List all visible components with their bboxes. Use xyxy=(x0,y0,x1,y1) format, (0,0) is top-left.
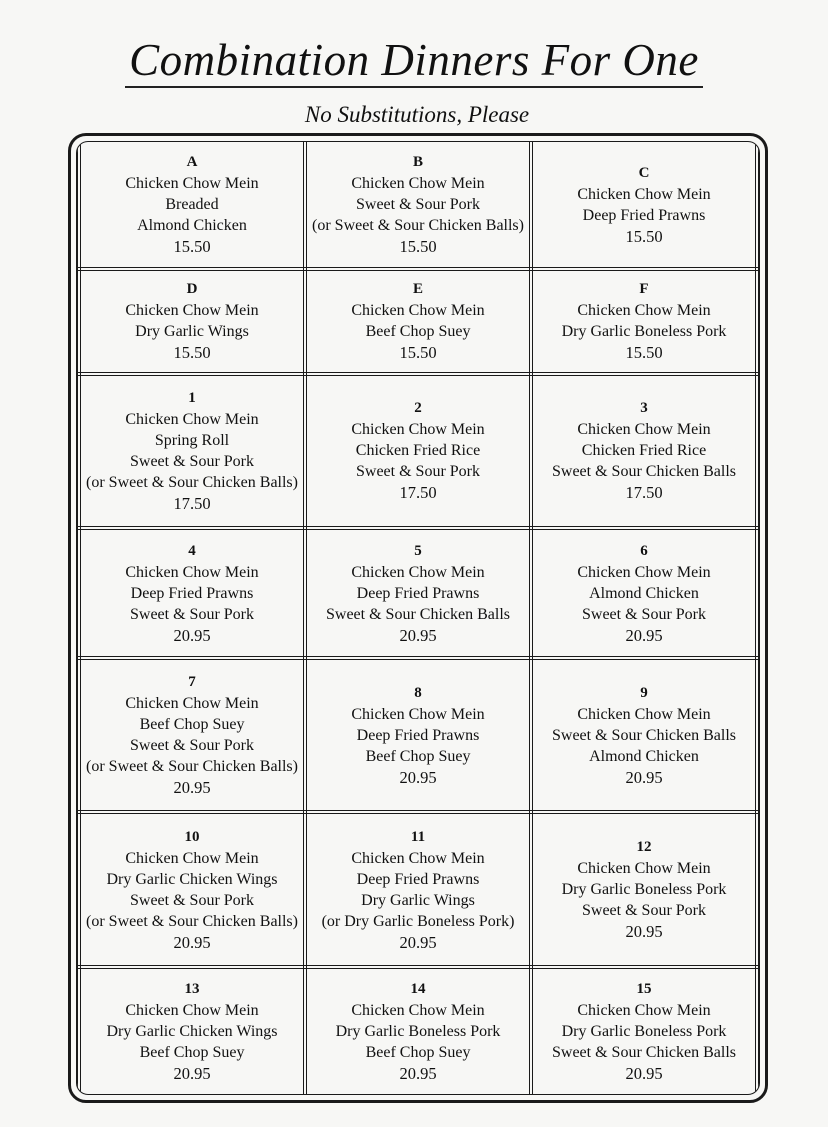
combination-cell xyxy=(305,528,531,658)
combination-item: Deep Fried Prawns xyxy=(130,584,254,602)
combination-cell xyxy=(79,269,305,374)
combination-item: Sweet & Sour Chicken Balls xyxy=(552,463,736,481)
combination-item: Chicken Chow Mein xyxy=(577,860,711,878)
combination-price: 17.50 xyxy=(625,483,663,503)
combination-item: Chicken Chow Mein xyxy=(351,421,485,439)
combination-cell xyxy=(79,658,305,813)
combination-cell xyxy=(79,374,305,529)
combination-item: Beef Chop Suey xyxy=(365,1043,471,1061)
combination-price: 15.50 xyxy=(173,237,211,257)
combination-cell xyxy=(531,812,757,967)
combination-code: C xyxy=(638,164,650,181)
combination-price: 15.50 xyxy=(625,226,663,246)
combination-code: 7 xyxy=(188,674,196,691)
combination-item: Deep Fried Prawns xyxy=(356,870,480,888)
menu-row xyxy=(79,967,757,1094)
combination-item: (or Sweet & Sour Chicken Balls) xyxy=(86,758,298,776)
combination-price: 20.95 xyxy=(399,1063,437,1083)
combination-item: (or Dry Garlic Boneless Pork) xyxy=(321,912,515,930)
combination-code: 5 xyxy=(414,542,422,559)
combination-cell xyxy=(305,269,531,374)
combination-item: Spring Roll xyxy=(154,431,230,449)
combination-item: Sweet & Sour Pork xyxy=(130,605,254,623)
combination-cell xyxy=(305,658,531,813)
combination-cell xyxy=(531,142,757,269)
combination-item: Dry Garlic Boneless Pork xyxy=(561,881,727,899)
combination-code: 14 xyxy=(410,980,426,997)
combination-cell xyxy=(531,528,757,658)
combination-item: Almond Chicken xyxy=(589,747,699,765)
combination-item: Dry Garlic Boneless Pork xyxy=(561,323,727,341)
menu-subtitle: No Substitutions, Please xyxy=(304,102,530,127)
combination-code: 2 xyxy=(414,400,422,417)
combination-item: Dry Garlic Wings xyxy=(135,323,249,341)
combination-item: Sweet & Sour Chicken Balls xyxy=(552,1043,736,1061)
combination-cell xyxy=(305,967,531,1094)
combination-item: Chicken Chow Mein xyxy=(125,1001,259,1019)
combination-code: B xyxy=(412,154,423,171)
combination-cell xyxy=(531,967,757,1094)
combination-item: Chicken Fried Rice xyxy=(355,442,481,460)
combination-price: 17.50 xyxy=(173,493,211,513)
menu-title-wrap xyxy=(0,34,828,88)
combination-code: E xyxy=(412,281,423,298)
combination-code: 6 xyxy=(640,542,648,559)
combination-price: 17.50 xyxy=(399,483,437,503)
combination-price: 15.50 xyxy=(173,343,211,363)
combination-item: Almond Chicken xyxy=(589,584,699,602)
combination-price: 20.95 xyxy=(399,625,437,645)
combination-item: Breaded xyxy=(165,196,219,214)
menu-row xyxy=(79,658,757,813)
combination-price: 20.95 xyxy=(173,778,211,798)
combination-item: Sweet & Sour Pork xyxy=(130,891,254,909)
menu-row xyxy=(79,269,757,374)
combination-item: Chicken Chow Mein xyxy=(125,175,259,193)
combination-item: Beef Chop Suey xyxy=(139,716,245,734)
combination-price: 20.95 xyxy=(399,932,437,952)
combination-code: 11 xyxy=(410,828,426,845)
combination-item: Sweet & Sour Pork xyxy=(130,452,254,470)
combination-item: Almond Chicken xyxy=(137,217,247,235)
combination-item: Chicken Chow Mein xyxy=(351,1001,485,1019)
combination-code: 1 xyxy=(188,389,196,406)
combination-item: Sweet & Sour Pork xyxy=(356,463,480,481)
menu-frame xyxy=(68,133,768,1103)
combination-code: 4 xyxy=(188,542,196,559)
combination-item: Chicken Chow Mein xyxy=(577,563,711,581)
combination-code: F xyxy=(639,281,649,298)
combination-item: Beef Chop Suey xyxy=(365,747,471,765)
combination-item: Chicken Chow Mein xyxy=(125,302,259,320)
combination-price: 20.95 xyxy=(625,625,663,645)
combination-item: Dry Garlic Boneless Pork xyxy=(335,1022,501,1040)
combination-code: 10 xyxy=(184,828,200,845)
combination-code: 8 xyxy=(414,684,422,701)
combination-cell xyxy=(305,812,531,967)
combination-cell xyxy=(531,658,757,813)
combination-cell xyxy=(79,967,305,1094)
combination-item: Beef Chop Suey xyxy=(365,323,471,341)
combination-price: 15.50 xyxy=(399,343,437,363)
combination-price: 20.95 xyxy=(399,767,437,787)
combination-code: D xyxy=(186,281,198,298)
combination-item: Deep Fried Prawns xyxy=(582,206,706,224)
combination-code: 13 xyxy=(184,980,200,997)
combination-cell xyxy=(305,374,531,529)
combination-item: Dry Garlic Chicken Wings xyxy=(106,870,278,888)
menu-title: Combination Dinners For One xyxy=(125,34,703,88)
combination-code: 12 xyxy=(636,839,652,856)
combination-cell xyxy=(531,374,757,529)
combination-item: Dry Garlic Wings xyxy=(361,891,475,909)
combination-item: Chicken Chow Mein xyxy=(125,410,259,428)
combination-item: Chicken Chow Mein xyxy=(125,849,259,867)
combination-cell xyxy=(531,269,757,374)
combination-price: 20.95 xyxy=(625,767,663,787)
combination-cell xyxy=(79,812,305,967)
combination-code: 3 xyxy=(640,400,648,417)
combination-item: Deep Fried Prawns xyxy=(356,726,480,744)
menu-row xyxy=(79,812,757,967)
combination-item: Sweet & Sour Pork xyxy=(130,737,254,755)
combination-item: Chicken Chow Mein xyxy=(125,695,259,713)
combination-item: Chicken Chow Mein xyxy=(577,705,711,723)
combination-item: Sweet & Sour Pork xyxy=(582,902,706,920)
combination-item: Chicken Chow Mein xyxy=(351,705,485,723)
combination-item: Sweet & Sour Pork xyxy=(356,196,480,214)
menu-row xyxy=(79,528,757,658)
combination-cell xyxy=(79,528,305,658)
combination-price: 15.50 xyxy=(399,237,437,257)
combination-item: Chicken Chow Mein xyxy=(351,563,485,581)
combination-code: A xyxy=(186,154,198,171)
combination-cell xyxy=(79,142,305,269)
combination-item: (or Sweet & Sour Chicken Balls) xyxy=(86,912,298,930)
combination-item: Sweet & Sour Pork xyxy=(582,605,706,623)
combination-item: Beef Chop Suey xyxy=(139,1043,245,1061)
combination-price: 20.95 xyxy=(625,922,663,942)
menu-frame-inner xyxy=(76,141,760,1095)
combination-item: Chicken Chow Mein xyxy=(351,849,485,867)
combination-price: 20.95 xyxy=(173,1063,211,1083)
combination-code: 15 xyxy=(636,980,652,997)
combination-cell xyxy=(305,142,531,269)
combination-item: (or Sweet & Sour Chicken Balls) xyxy=(312,217,524,235)
combination-table-body xyxy=(79,142,757,1094)
menu-row xyxy=(79,142,757,269)
combination-item: Chicken Chow Mein xyxy=(577,421,711,439)
combination-price: 20.95 xyxy=(173,932,211,952)
combination-item: (or Sweet & Sour Chicken Balls) xyxy=(86,473,298,491)
menu-row xyxy=(79,374,757,529)
combination-item: Chicken Fried Rice xyxy=(581,442,707,460)
combination-item: Chicken Chow Mein xyxy=(125,563,259,581)
combination-price: 20.95 xyxy=(173,625,211,645)
combination-item: Dry Garlic Chicken Wings xyxy=(106,1022,278,1040)
combination-item: Chicken Chow Mein xyxy=(577,302,711,320)
combination-item: Sweet & Sour Chicken Balls xyxy=(552,726,736,744)
combination-item: Chicken Chow Mein xyxy=(577,185,711,203)
combination-item: Deep Fried Prawns xyxy=(356,584,480,602)
combination-item: Chicken Chow Mein xyxy=(577,1001,711,1019)
combination-item: Dry Garlic Boneless Pork xyxy=(561,1022,727,1040)
combination-price: 20.95 xyxy=(625,1063,663,1083)
combination-price: 15.50 xyxy=(625,343,663,363)
combination-table xyxy=(77,142,759,1094)
combination-item: Chicken Chow Mein xyxy=(351,302,485,320)
combination-item: Chicken Chow Mein xyxy=(351,175,485,193)
combination-code: 9 xyxy=(640,684,648,701)
combination-item: Sweet & Sour Chicken Balls xyxy=(326,605,510,623)
